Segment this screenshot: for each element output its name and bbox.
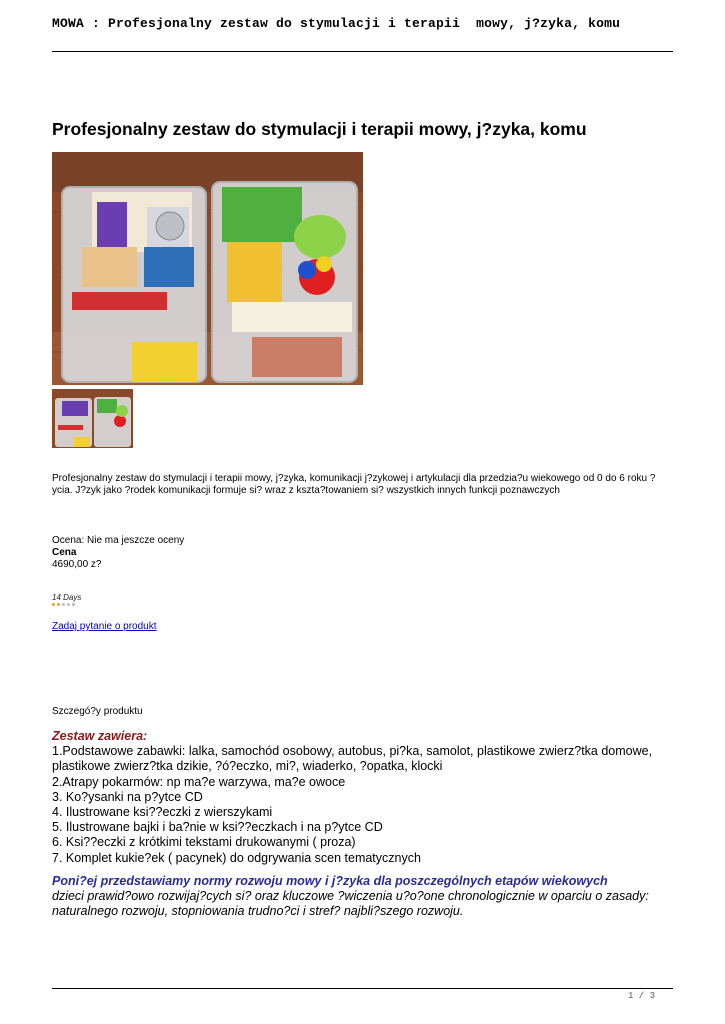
kit-item: 2.Atrapy pokarmów: np ma?e warzywa, ma?e owoce xyxy=(52,774,346,789)
rating-label: Ocena: Nie ma jeszcze oceny xyxy=(52,535,185,546)
kit-item: 3. Ko?ysanki na p?ytce CD xyxy=(52,789,203,804)
product-details-label: Szczegó?y produktu xyxy=(52,706,143,717)
kit-contents xyxy=(52,729,672,866)
ask-question-link[interactable]: Zadaj pytanie o produkt xyxy=(52,621,157,632)
norms-heading: Poni?ej przedstawiamy normy rozwoju mowy i j?zyka dla poszczególnych etapów wiekowych xyxy=(52,874,608,888)
product-thumbnail[interactable] xyxy=(52,389,133,448)
delivery-time-badge xyxy=(52,593,81,606)
price-value: 4690,00 z? xyxy=(52,559,102,570)
header-rule xyxy=(52,51,673,52)
footer-rule xyxy=(52,988,673,989)
product-description: Profesjonalny zestaw do stymulacji i terapii mowy, j?zyka, komunikacji j?zykowej i artykulacji dla przedzia?u wiekowego od 0 do 6 roku ?ycia. J?zyk jako ?rodek komunikacji formuje si? wraz z kszta?towaniem si? wszystkich innych funkcji poznawczych xyxy=(52,473,656,496)
kit-item: 6. Ksi??eczki z krótkimi tekstami drukowanymi ( proza) xyxy=(52,835,356,850)
delivery-dots-icon xyxy=(52,603,81,606)
kit-heading: Zestaw zawiera: xyxy=(52,729,148,743)
development-norms xyxy=(52,874,672,920)
price-label: Cena xyxy=(52,547,77,558)
product-photo[interactable] xyxy=(52,152,363,385)
page-number: 1 / 3 xyxy=(627,991,655,1001)
kit-item: 5. Ilustrowane bajki i ba?nie w ksi??eczkach i na p?ytce CD xyxy=(52,820,383,835)
norms-body: dzieci prawid?owo rozwijaj?cych si? oraz kluczowe ?wiczenia u?o?one chronologicznie w oparciu o zasady: naturalnego rozwoju, stopniowania trudno?ci i stref? najbli?szego rozwoju. xyxy=(52,889,649,919)
rating-block xyxy=(52,535,184,571)
delivery-time-text: 14 Days xyxy=(52,593,82,602)
kit-item: 4. Ilustrowane ksi??eczki z wierszykami xyxy=(52,805,273,820)
kit-item: 1.Podstawowe zabawki: lalka, samochód osobowy, autobus, pi?ka, samolot, plastikowe zwierz?tka domowe, plastikowe zwierz?tka dzikie, ?ó?eczko, mi?, wiaderko, ?opatka, klocki xyxy=(52,744,653,774)
document-header: MOWA : Profesjonalny zestaw do stymulacji i terapii mowy, j?zyka, komu xyxy=(52,16,621,31)
kit-item: 7. Komplet kukie?ek ( pacynek) do odgrywania scen tematycznych xyxy=(52,850,421,865)
page-title: Profesjonalny zestaw do stymulacji i terapii mowy, j?zyka, komu xyxy=(52,119,587,139)
